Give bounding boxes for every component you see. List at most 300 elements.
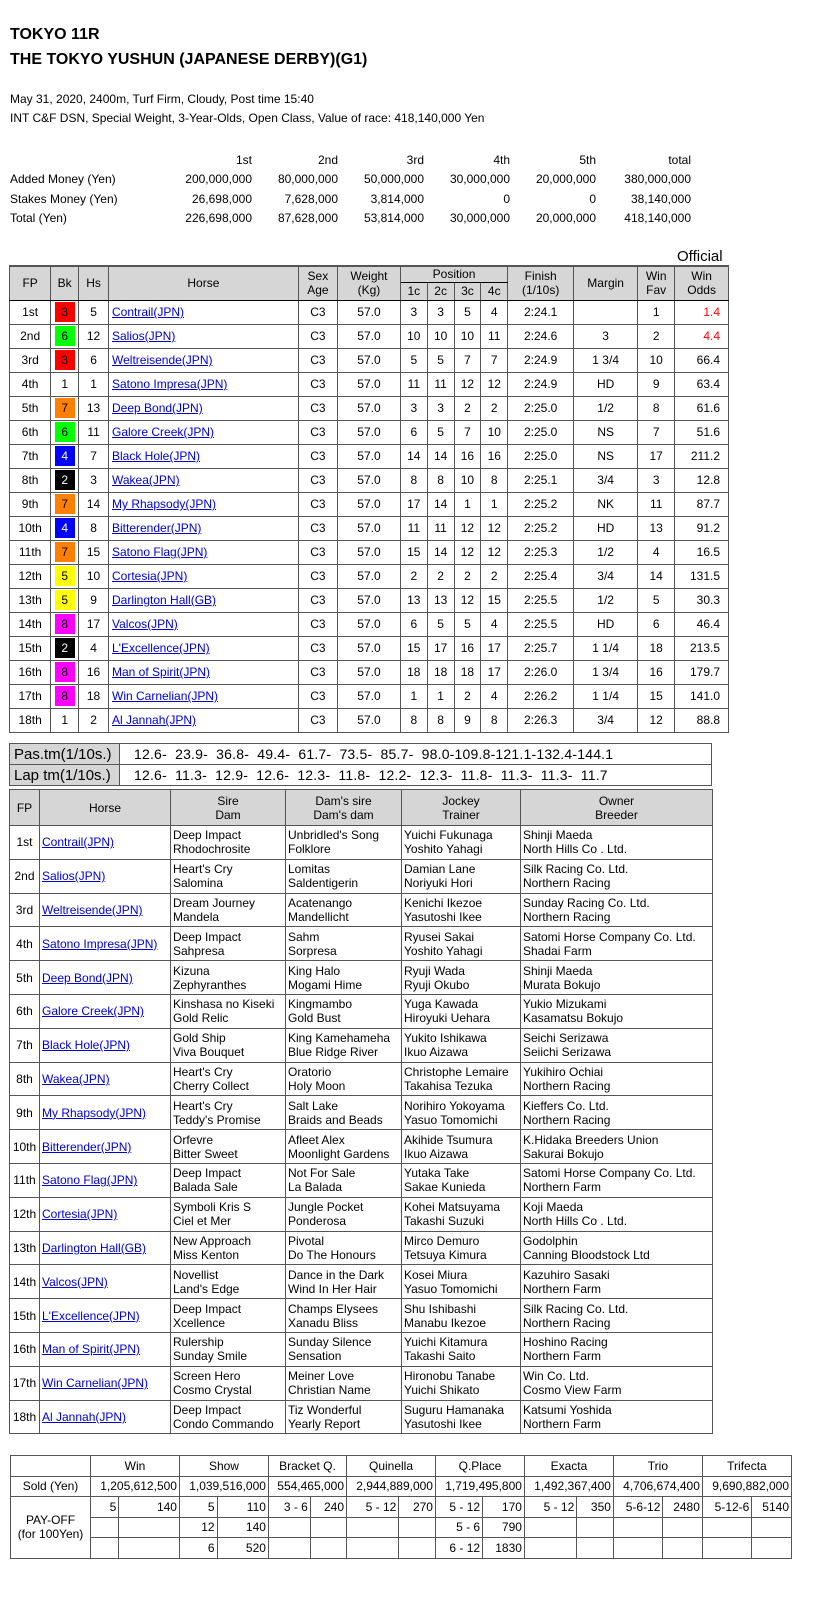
result-fp: 16th [10,660,51,684]
result-horse-cell [109,300,299,324]
result-sex-age: C3 [298,636,337,660]
prize-money-value: 0 [503,191,510,206]
horse-link[interactable]: Cortesia(JPN) [42,1207,118,1222]
detail-owner-breeder [521,994,713,1028]
horse-link[interactable]: My Rhapsody(JPN) [112,497,217,511]
payoff-combination: 5 [91,1497,119,1518]
result-corner-position: 12 [454,516,481,540]
result-win-fav: 14 [638,564,675,588]
payoff-amount [752,1538,792,1559]
detail-jockey-trainer [402,1197,521,1231]
result-win-odds: 4.4 [675,324,729,348]
result-row [10,444,729,468]
horse-link[interactable]: Al Jannah(JPN) [112,713,197,727]
prize-money-value: 418,140,000 [624,211,691,226]
details-table [9,789,713,1434]
det-col-jockey-trainer: Jockey Trainer [402,790,521,826]
horse-link[interactable]: Deep Bond(JPN) [42,970,133,985]
horse-link[interactable]: Man of Spirit(JPN) [42,1342,141,1357]
col-weight: Weight (Kg) [337,266,400,300]
detail-owner-breeder-line-1: K.Hidaka Breeders Union [523,1132,659,1147]
result-weight: 57.0 [337,564,400,588]
detail-fp: 10th [10,1130,40,1164]
detail-fp: 18th [10,1400,40,1434]
detail-jockey-trainer-line-1: Suguru Hamanaka [404,1402,505,1417]
col-win-fav: Win Fav [638,266,675,300]
result-sex-age: C3 [298,708,337,732]
detail-sire-dam-line-1: Screen Hero [173,1369,241,1384]
result-finish-time: 2:26.3 [508,708,574,732]
horse-link[interactable]: Black Hole(JPN) [112,449,201,463]
horse-link[interactable]: L'Excellence(JPN) [112,641,210,655]
result-margin: HD [574,372,638,396]
result-win-fav: 17 [638,444,675,468]
prize-money-table [10,150,691,228]
payoff-combination: 3 - 6 [268,1497,310,1518]
result-corner-position: 9 [454,708,481,732]
result-sex-age: C3 [298,612,337,636]
detail-owner-breeder [521,1197,713,1231]
detail-sire-dam [171,1231,286,1265]
horse-link[interactable]: Black Hole(JPN) [42,1038,131,1053]
detail-sire-dam-line-2: Bitter Sweet [173,1146,238,1161]
bet-type-header: Q.Place [435,1456,524,1477]
horse-link[interactable]: Valcos(JPN) [112,617,178,631]
prize-money-value: 30,000,000 [449,172,510,187]
result-corner-position: 5 [427,420,454,444]
payoff-combination: 12 [179,1517,217,1538]
horse-link[interactable]: Wakea(JPN) [112,473,180,487]
result-corner-position: 10 [454,468,481,492]
detail-jockey-trainer-line-2: Hiroyuki Uehara [404,1011,491,1026]
detail-row [10,893,713,927]
result-corner-position: 5 [400,348,427,372]
result-sex-age: C3 [298,324,337,348]
detail-fp: 12th [10,1197,40,1231]
detail-sire-dam-line-2: Sunday Smile [173,1349,248,1364]
detail-sire-dam [171,1197,286,1231]
col-finish: Finish (1/10s) [508,266,574,300]
result-sex-age: C3 [298,684,337,708]
det-col-owner-breeder: Owner Breeder [521,790,713,826]
result-finish-time: 2:25.1 [508,468,574,492]
result-sex-age: C3 [298,588,337,612]
result-win-odds: 87.7 [675,492,729,516]
race-info-line-1: May 31, 2020, 2400m, Turf Firm, Cloudy, Post time 15:40 [10,92,314,106]
detail-sire-dam-line-2: Condo Commando [173,1416,274,1431]
result-bracket-cell [51,564,79,588]
result-bracket-cell [51,468,79,492]
detail-dams-pedigree [286,1332,402,1366]
result-horse-cell [109,660,299,684]
result-corner-position: 1 [400,684,427,708]
result-fp: 8th [10,468,51,492]
detail-owner-breeder-line-2: Northern Farm [523,1349,602,1364]
result-horse-cell [109,684,299,708]
detail-jockey-trainer-line-2: Manabu Ikezoe [404,1315,487,1330]
result-weight: 57.0 [337,540,400,564]
result-margin: 1/2 [574,396,638,420]
bracket-number-badge: 7 [55,494,75,514]
detail-sire-dam-line-2: Miss Kenton [173,1247,240,1262]
horse-link[interactable]: Bitterender(JPN) [42,1139,132,1154]
money-col-5th: 5th [579,152,596,167]
result-margin: NK [574,492,638,516]
payoff-combination [268,1538,310,1559]
detail-dams-pedigree-line-2: Ponderosa [288,1214,347,1229]
detail-owner-breeder-line-2: Northern Racing [523,1315,611,1330]
horse-link[interactable]: Salios(JPN) [112,329,176,343]
sold-amount: 9,690,882,000 [702,1476,791,1497]
prize-money-value: 7,628,000 [284,191,338,206]
money-col-3rd: 3rd [406,152,424,167]
detail-owner-breeder [521,826,713,860]
payoff-amount: 140 [119,1497,180,1518]
result-corner-position: 5 [454,612,481,636]
result-fp: 1st [10,300,51,324]
result-margin [574,300,638,324]
detail-sire-dam [171,994,286,1028]
result-corner-position: 8 [427,468,454,492]
horse-link[interactable]: Satono Flag(JPN) [112,545,208,559]
result-sex-age: C3 [298,444,337,468]
detail-jockey-trainer-line-1: Kenichi Ikezoe [404,895,483,910]
result-weight: 57.0 [337,612,400,636]
result-corner-position: 13 [400,588,427,612]
horse-link[interactable]: Man of Spirit(JPN) [112,665,211,679]
result-fp: 7th [10,444,51,468]
money-col-4th: 4th [493,152,510,167]
detail-fp: 9th [10,1096,40,1130]
horse-link[interactable]: Wakea(JPN) [42,1071,110,1086]
payoff-amount [119,1538,180,1559]
result-finish-time: 2:25.0 [508,396,574,420]
horse-link[interactable]: Deep Bond(JPN) [112,401,203,415]
payoff-amount: 350 [577,1497,614,1518]
detail-dams-pedigree [286,1231,402,1265]
horse-link[interactable]: Contrail(JPN) [42,835,115,850]
result-corner-position: 8 [400,468,427,492]
result-horse-number: 4 [79,636,109,660]
results-table [9,265,729,733]
bracket-number-badge: 5 [55,590,75,610]
horse-link[interactable]: Darlington Hall(GB) [112,593,217,607]
result-win-fav: 18 [638,636,675,660]
horse-link[interactable]: Galore Creek(JPN) [42,1004,145,1019]
payoff-combination [524,1517,576,1538]
horse-link[interactable]: My Rhapsody(JPN) [42,1105,147,1120]
result-row [10,372,729,396]
result-win-odds: 61.6 [675,396,729,420]
payoff-combination: 5 - 12 [524,1497,576,1518]
detail-sire-dam [171,1332,286,1366]
detail-jockey-trainer-line-2: Yasutoshi Ikee [404,909,482,924]
detail-jockey-trainer-line-1: Damian Lane [404,862,476,877]
detail-owner-breeder-line-2: Shadai Farm [523,943,592,958]
result-win-fav: 11 [638,492,675,516]
payoff-amount [399,1517,436,1538]
detail-fp: 14th [10,1265,40,1299]
detail-dams-pedigree-line-1: Pivotal [288,1233,325,1248]
detail-dams-pedigree-line-1: Kingmambo [288,997,353,1012]
payoff-amount: 270 [399,1497,436,1518]
detail-sire-dam [171,893,286,927]
horse-link[interactable]: L'Excellence(JPN) [42,1308,140,1323]
result-sex-age: C3 [298,492,337,516]
detail-jockey-trainer [402,1130,521,1164]
payoff-amount: 110 [217,1497,268,1518]
horse-link[interactable]: Al Jannah(JPN) [42,1409,127,1424]
result-weight: 57.0 [337,324,400,348]
result-sex-age: C3 [298,516,337,540]
detail-horse-cell [40,927,171,961]
result-win-fav: 16 [638,660,675,684]
result-row [10,636,729,660]
horse-link[interactable]: Bitterender(JPN) [112,521,202,535]
detail-sire-dam-line-2: Sahpresa [173,943,225,958]
result-win-fav: 15 [638,684,675,708]
detail-jockey-trainer-line-2: Ryuji Okubo [404,977,470,992]
detail-dams-pedigree-line-1: Champs Elysees [288,1301,379,1316]
result-weight: 57.0 [337,300,400,324]
result-sex-age: C3 [298,396,337,420]
detail-jockey-trainer [402,927,521,961]
detail-jockey-trainer [402,1400,521,1434]
result-horse-number: 12 [79,324,109,348]
detail-jockey-trainer-line-2: Takashi Suzuki [404,1214,485,1229]
prize-money-row [10,189,691,209]
horse-link[interactable]: Satono Flag(JPN) [42,1173,138,1188]
result-weight: 57.0 [337,420,400,444]
money-col-2nd: 2nd [317,152,338,167]
payoff-amount [399,1538,436,1559]
detail-jockey-trainer [402,961,521,995]
detail-owner-breeder-line-1: Hoshino Racing [523,1335,608,1350]
result-row [10,348,729,372]
detail-sire-dam [171,961,286,995]
result-bracket-cell [51,516,79,540]
col-corner-2: 2c [427,282,454,300]
result-bracket-cell [51,684,79,708]
result-corner-position: 11 [481,324,508,348]
payoff-amount [663,1517,703,1538]
payoff-combination [91,1538,119,1559]
result-win-odds: 12.8 [675,468,729,492]
detail-jockey-trainer-line-2: Sakae Kunieda [404,1180,486,1195]
detail-sire-dam-line-1: Heart's Cry [173,1064,233,1079]
detail-fp: 5th [10,961,40,995]
detail-owner-breeder-line-2: North Hills Co . Ltd. [523,1214,628,1229]
result-margin: 1 1/4 [574,684,638,708]
detail-jockey-trainer-line-2: Ikuo Aizawa [404,1045,469,1060]
horse-link[interactable]: Contrail(JPN) [112,305,185,319]
detail-dams-pedigree [286,927,402,961]
detail-dams-pedigree [286,994,402,1028]
detail-dams-pedigree-line-1: Tiz Wonderful [288,1402,362,1417]
result-row [10,708,729,732]
result-win-odds: 46.4 [675,612,729,636]
prize-money-value: 26,698,000 [191,191,252,206]
detail-jockey-trainer-line-1: Ryusei Sakai [404,929,475,944]
result-corner-position: 11 [427,516,454,540]
horse-link[interactable]: Weltreisende(JPN) [42,902,143,917]
result-corner-position: 18 [454,660,481,684]
official-label: Official [677,248,723,265]
result-weight: 57.0 [337,468,400,492]
horse-link[interactable]: Weltreisende(JPN) [112,353,213,367]
result-fp: 5th [10,396,51,420]
payoff-amount: 1830 [483,1538,525,1559]
detail-sire-dam-line-1: Deep Impact [173,1402,242,1417]
sold-amount: 554,465,000 [268,1476,346,1497]
payoff-amount [577,1538,614,1559]
detail-jockey-trainer-line-1: Ryuji Wada [404,963,465,978]
detail-owner-breeder [521,927,713,961]
prize-money-header-row [10,150,691,170]
result-finish-time: 2:26.0 [508,660,574,684]
detail-dams-pedigree [286,1400,402,1434]
detail-dams-pedigree-line-1: Oratorio [288,1064,332,1079]
detail-sire-dam-line-2: Zephyranthes [173,977,247,992]
bracket-number-badge: 8 [55,614,75,634]
result-row [10,564,729,588]
horse-link[interactable]: Salios(JPN) [42,869,106,884]
detail-horse-cell [40,1096,171,1130]
detail-owner-breeder-line-1: Sunday Racing Co. Ltd. [523,895,650,910]
result-fp: 14th [10,612,51,636]
result-win-odds: 66.4 [675,348,729,372]
result-sex-age: C3 [298,372,337,396]
payoff-combination: 6 [179,1538,217,1559]
horse-link[interactable]: Win Carnelian(JPN) [42,1376,149,1391]
col-margin: Margin [574,266,638,300]
horse-link[interactable]: Satono Impresa(JPN) [42,936,158,951]
payoff-combination: 6 - 12 [435,1538,482,1559]
result-row [10,300,729,324]
prize-money-value: 80,000,000 [277,172,338,187]
result-corner-position: 2 [481,396,508,420]
result-finish-time: 2:25.0 [508,444,574,468]
result-fp: 18th [10,708,51,732]
result-row [10,324,729,348]
detail-jockey-trainer-line-2: Tetsuya Kimura [404,1247,487,1262]
result-corner-position: 5 [427,612,454,636]
detail-dams-pedigree [286,1299,402,1333]
result-corner-position: 3 [400,300,427,324]
horse-link[interactable]: Satono Impresa(JPN) [112,377,228,391]
payoff-amount [310,1517,346,1538]
detail-owner-breeder-line-1: Silk Racing Co. Ltd. [523,1301,629,1316]
result-row [10,468,729,492]
detail-row [10,1299,713,1333]
detail-dams-pedigree-line-2: Sorpresa [288,943,337,958]
detail-dams-pedigree-line-1: Dance in the Dark [288,1267,385,1282]
prize-money-value: 20,000,000 [535,211,596,226]
result-horse-cell [109,516,299,540]
result-corner-position: 1 [481,492,508,516]
result-horse-number: 13 [79,396,109,420]
detail-jockey-trainer [402,994,521,1028]
result-margin: 1 1/4 [574,636,638,660]
detail-horse-cell [40,994,171,1028]
horse-link[interactable]: Cortesia(JPN) [112,569,188,583]
payoff-amount: 170 [483,1497,525,1518]
detail-dams-pedigree [286,1197,402,1231]
payoff-header-row [11,1456,792,1477]
detail-sire-dam-line-1: Deep Impact [173,929,242,944]
bracket-number-badge: 4 [55,518,75,538]
detail-jockey-trainer-line-1: Yukito Ishikawa [404,1031,487,1046]
detail-sire-dam-line-1: Dream Journey [173,895,256,910]
detail-owner-breeder-line-1: Seichi Serizawa [523,1031,609,1046]
horse-link[interactable]: Galore Creek(JPN) [112,425,215,439]
result-horse-number: 14 [79,492,109,516]
detail-horse-cell [40,1028,171,1062]
result-corner-position: 1 [454,492,481,516]
detail-dams-pedigree-line-2: Braids and Beads [288,1112,383,1127]
payoff-label-line-2: (for 100Yen) [17,1527,84,1542]
payoff-amount: 140 [217,1517,268,1538]
detail-jockey-trainer [402,1231,521,1265]
detail-jockey-trainer-line-2: Takashi Saito [404,1349,476,1364]
result-margin: NS [574,444,638,468]
result-horse-cell [109,348,299,372]
detail-jockey-trainer-line-1: Christophe Lemaire [404,1064,509,1079]
detail-jockey-trainer-line-1: Kohei Matsuyama [404,1200,501,1215]
detail-horse-cell [40,826,171,860]
result-corner-position: 3 [427,300,454,324]
detail-sire-dam-line-2: Viva Bouquet [173,1045,245,1060]
det-col-dams-sire: Dam's sire Dam's dam [286,790,402,826]
detail-jockey-trainer [402,1299,521,1333]
detail-sire-dam-line-2: Gold Relic [173,1011,229,1026]
detail-owner-breeder-line-2: Northern Farm [523,1180,602,1195]
detail-dams-pedigree-line-1: Afleet Alex [288,1132,345,1147]
result-row [10,660,729,684]
detail-row [10,1130,713,1164]
payoff-combination [91,1517,119,1538]
detail-sire-dam-line-1: Orfevre [173,1132,214,1147]
payoff-label [11,1497,91,1559]
detail-jockey-trainer-line-2: Yasutoshi Ikee [404,1416,482,1431]
detail-jockey-trainer-line-1: Norihiro Yokoyama [404,1098,505,1113]
detail-jockey-trainer [402,1366,521,1400]
payoff-amount: 790 [483,1517,525,1538]
result-win-odds: 131.5 [675,564,729,588]
result-bracket-cell [51,324,79,348]
detail-dams-pedigree [286,1163,402,1197]
detail-jockey-trainer [402,893,521,927]
detail-jockey-trainer-line-2: Yoshito Yahagi [404,943,483,958]
bracket-number-badge: 8 [55,662,75,682]
prize-money-value: 0 [589,191,596,206]
result-horse-number: 8 [79,516,109,540]
payoff-amount: 2480 [663,1497,703,1518]
detail-owner-breeder-line-2: Northern Racing [523,876,611,891]
horse-link[interactable]: Win Carnelian(JPN) [112,689,219,703]
result-finish-time: 2:25.5 [508,612,574,636]
result-sex-age: C3 [298,660,337,684]
horse-link[interactable]: Darlington Hall(GB) [42,1240,147,1255]
col-win-odds: Win Odds [675,266,729,300]
payoff-amount [752,1517,792,1538]
payoff-amount [577,1517,614,1538]
result-margin: 1/2 [574,588,638,612]
col-fp: FP [10,266,51,300]
result-bracket-cell [51,588,79,612]
payoff-combination [613,1538,662,1559]
horse-link[interactable]: Valcos(JPN) [42,1274,108,1289]
